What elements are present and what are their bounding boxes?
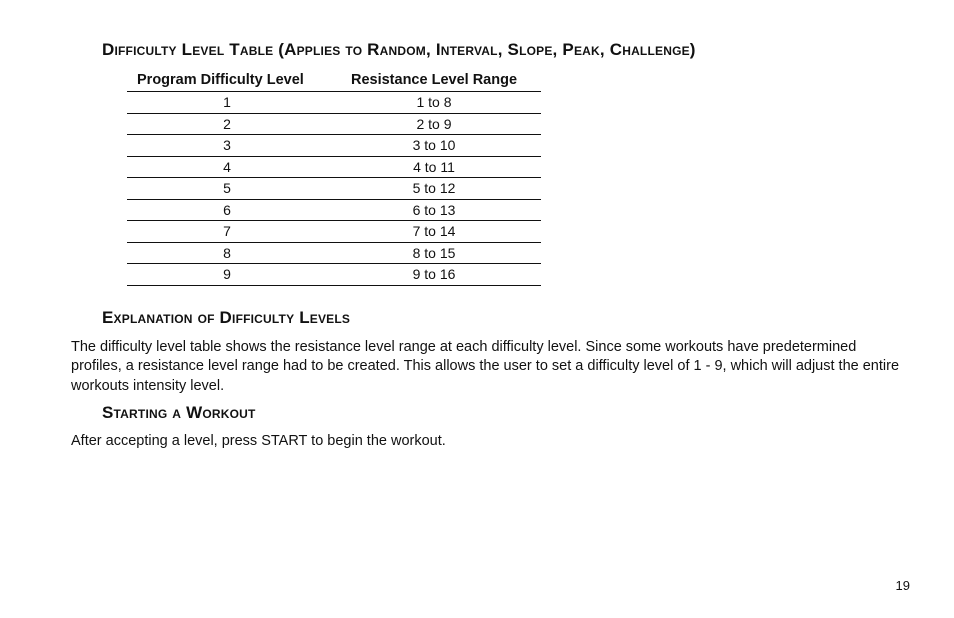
resistance-cell: 9 to 16 xyxy=(327,264,541,286)
difficulty-table-heading: Difficulty Level Table (Applies to Random, Interval, Slope, Peak, Challenge) xyxy=(102,40,696,59)
table-row xyxy=(127,242,541,264)
explanation-heading: Explanation of Difficulty Levels xyxy=(102,308,351,327)
page-number: 19 xyxy=(895,578,910,593)
resistance-cell: 6 to 13 xyxy=(327,199,541,221)
table-row xyxy=(127,156,541,178)
resistance-cell: 4 to 11 xyxy=(327,156,541,178)
difficulty-cell: 5 xyxy=(127,178,327,200)
difficulty-cell: 8 xyxy=(127,242,327,264)
table-row xyxy=(127,199,541,221)
table-header-row xyxy=(127,69,541,92)
starting-workout-paragraph: After accepting a level, press START to begin the workout. xyxy=(71,433,446,449)
resistance-cell: 8 to 15 xyxy=(327,242,541,264)
difficulty-level-table xyxy=(127,69,541,286)
column-header-resistance: Resistance Level Range xyxy=(327,69,541,92)
difficulty-cell: 4 xyxy=(127,156,327,178)
difficulty-cell: 7 xyxy=(127,221,327,243)
table-row xyxy=(127,221,541,243)
difficulty-cell: 9 xyxy=(127,264,327,286)
difficulty-cell: 2 xyxy=(127,113,327,135)
table-row xyxy=(127,264,541,286)
difficulty-cell: 6 xyxy=(127,199,327,221)
resistance-cell: 5 to 12 xyxy=(327,178,541,200)
table-row xyxy=(127,113,541,135)
resistance-cell: 7 to 14 xyxy=(327,221,541,243)
table-row xyxy=(127,92,541,114)
column-header-difficulty: Program Difficulty Level xyxy=(127,69,327,92)
table-row xyxy=(127,178,541,200)
starting-workout-heading: Starting a Workout xyxy=(102,403,256,422)
explanation-paragraph: The difficulty level table shows the resistance level range at each difficulty level. Since some workouts have predetermined profiles, a resistance level range had to be created. This allows the user to set a difficulty level of 1 - 9, which will adjust the entire workouts intensity level. xyxy=(71,339,900,394)
resistance-cell: 1 to 8 xyxy=(327,92,541,114)
resistance-cell: 2 to 9 xyxy=(327,113,541,135)
resistance-cell: 3 to 10 xyxy=(327,135,541,157)
table-row xyxy=(127,135,541,157)
difficulty-cell: 1 xyxy=(127,92,327,114)
difficulty-cell: 3 xyxy=(127,135,327,157)
